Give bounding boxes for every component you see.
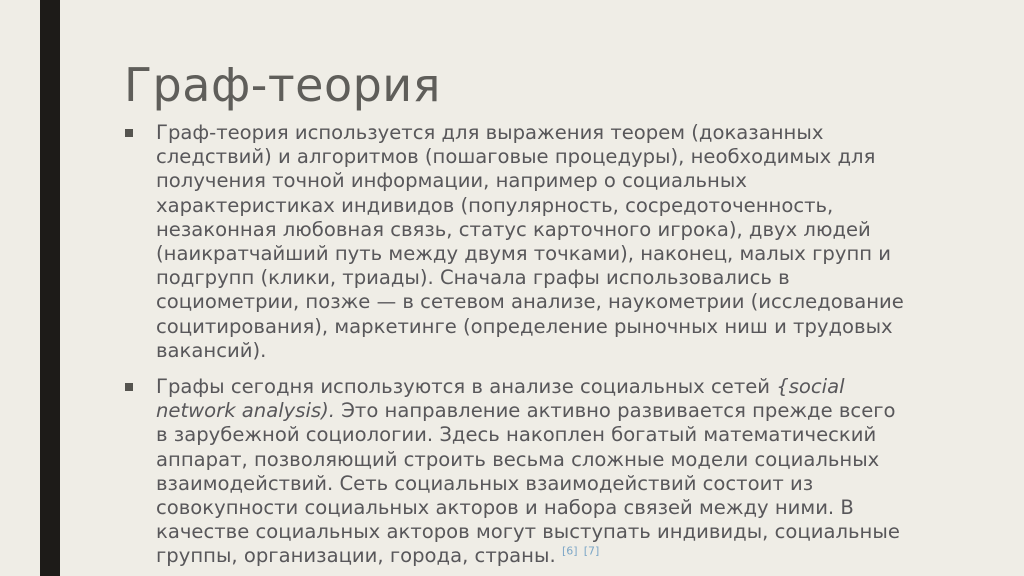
bullet-item-social-networks <box>122 375 912 569</box>
left-accent-bar <box>40 0 60 576</box>
bullet-text-after: Это направление активно развивается прежде всего в зарубежной социологии. Здесь накоплен богатый математический аппарат, позволяющий строить весьма сложные модели социальных взаимодействий. Сеть социальных взаимодействий состоит из совокупности социальных акторов и набора связей между ними. В качестве социальных акторов могут выступать индивиды, социальные группы, организации, города, страны. <box>156 399 900 568</box>
bullet-italic-term: {social network analysis). <box>156 375 845 423</box>
square-bullet-icon <box>125 383 133 391</box>
bullet-item-graph-theory <box>122 121 912 363</box>
reference-link-7[interactable]: [7] <box>583 544 600 558</box>
bullet-text: Граф-теория используется для выражения теорем (доказанных следствий) и алгоритмов (пошаговые процедуры), необходимых для получения точной информации, например о социальных характеристиках индивидов (популярность, сосредоточенность, незаконная любовная связь, статус карточного игрока), двух людей (наикратчайший путь между двумя точками), наконец, малых групп и подгрупп (клики, триады). Сначала графы использовались в социометрии, позже — в сетевом анализе, наукометрии (исследование социтирования), маркетинге (определение рыночных ниш и трудовых вакансий). <box>156 121 904 362</box>
square-bullet-icon <box>125 129 133 137</box>
bullet-list <box>122 121 912 576</box>
reference-link-6[interactable]: [6] <box>561 544 578 558</box>
slide-title: Граф-теория <box>124 58 441 112</box>
bullet-text-before: Графы сегодня используются в анализе социальных сетей <box>156 375 777 399</box>
